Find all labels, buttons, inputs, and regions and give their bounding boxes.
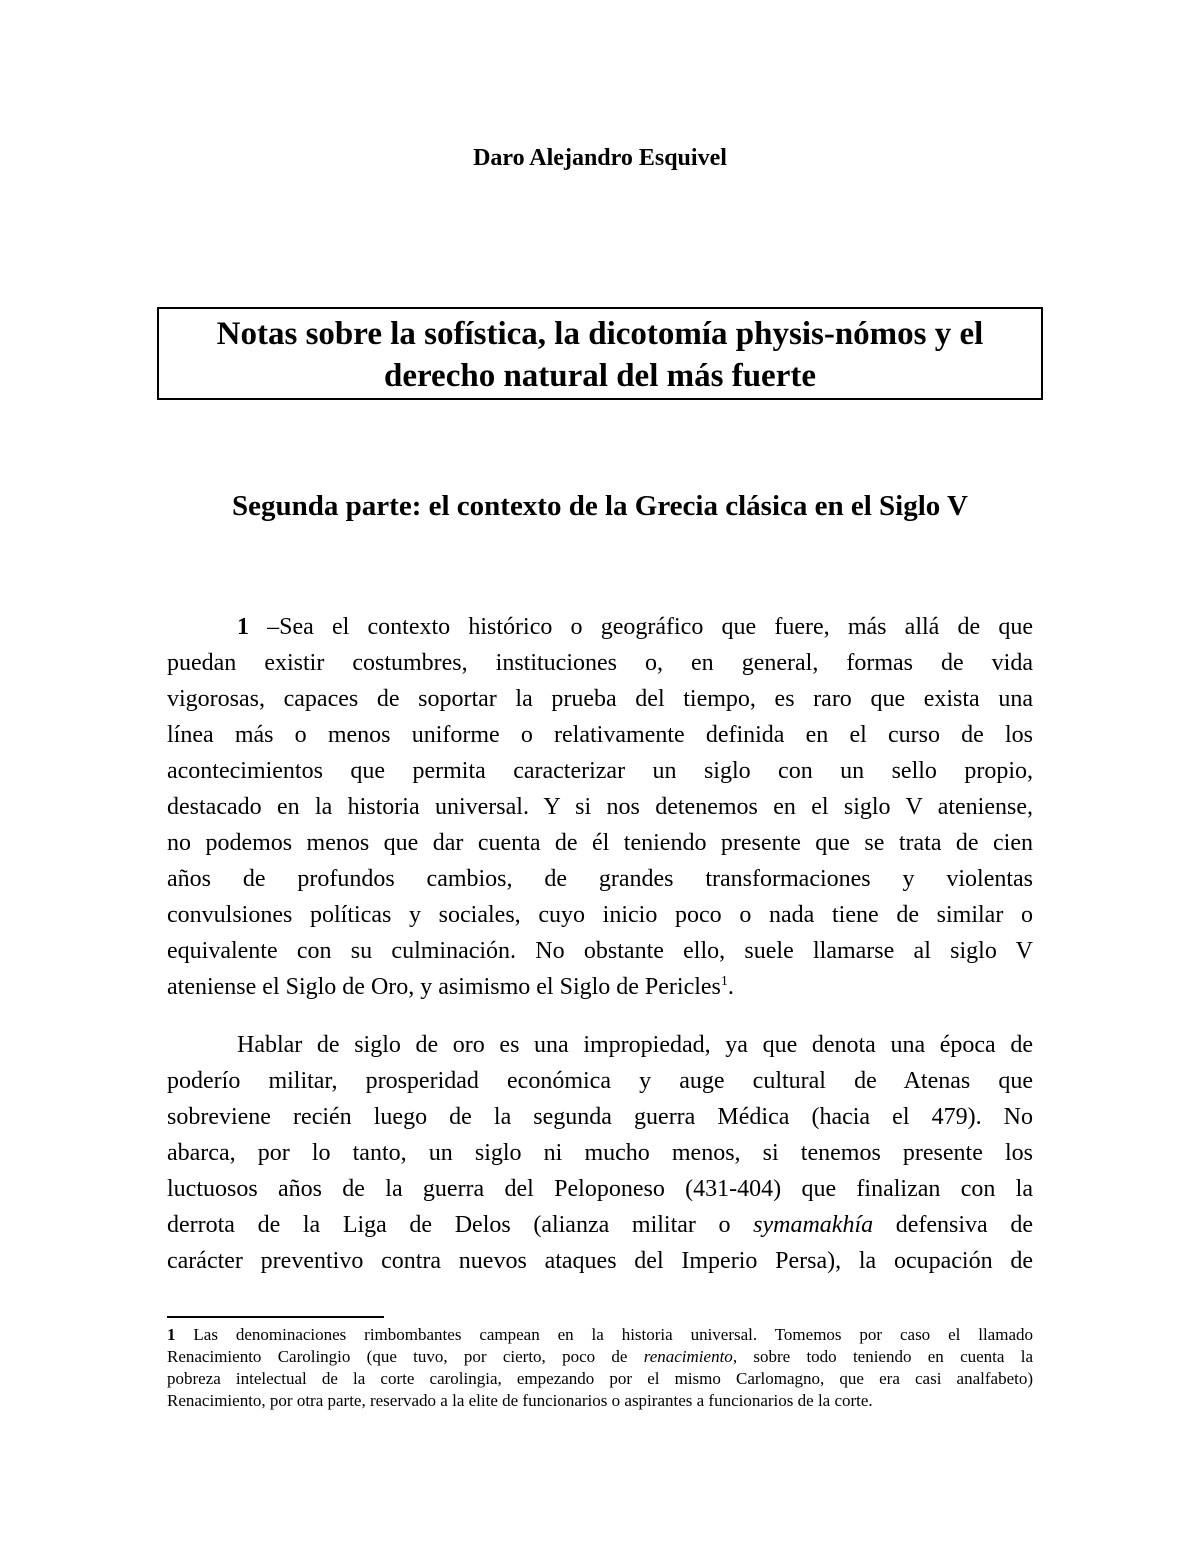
- paragraph-line: abarca, por lo tanto, un siglo ni mucho menos, si tenemos presente los: [167, 1140, 1033, 1166]
- footnote-line: [167, 1346, 1033, 1368]
- paragraph-line: Hablar de siglo de oro es una impropiedad, ya que denota una época de: [237, 1032, 1033, 1058]
- footnote-text: Las denominaciones rimbombantes campean en la historia universal. Tomemos por caso el llamado: [175, 1325, 1033, 1344]
- footnote-reference[interactable]: 1: [720, 974, 728, 989]
- paragraph-text: ateniense el Siglo de Oro, y asimismo el Siglo de Pericles: [167, 974, 721, 1000]
- footnote: [167, 1324, 1033, 1412]
- paragraph-text: derrota de la Liga de Delos (alianza militar o: [167, 1212, 754, 1238]
- title-box: [157, 307, 1043, 400]
- paragraph-line: convulsiones políticas y sociales, cuyo inicio poco o nada tiene de similar o: [167, 902, 1033, 928]
- paragraph-line: línea más o menos uniforme o relativamente definida en el curso de los: [167, 722, 1033, 748]
- paragraph-line: [167, 1207, 1033, 1243]
- paragraph-line: vigorosas, capaces de soportar la prueba del tiempo, es raro que exista una: [167, 686, 1033, 712]
- footnote-separator: [167, 1316, 384, 1318]
- paragraph-line: luctuosos años de la guerra del Peloponeso (431-404) que finalizan con la: [167, 1176, 1033, 1202]
- paragraph-line: sobreviene recién luego de la segunda guerra Médica (hacia el 479). No: [167, 1104, 1033, 1130]
- paragraph-text: defensiva de: [873, 1212, 1033, 1238]
- author-name: Daro Alejandro Esquivel: [473, 145, 727, 171]
- footnote-line: Renacimiento, por otra parte, reservado a la elite de funcionarios o aspirantes a funcionarios de la corte.: [167, 1391, 873, 1410]
- paragraph-2: [167, 1027, 1033, 1279]
- footnote-line: pobreza intelectual de la corte carolingia, empezando por el mismo Carlomagno, que era casi analfabeto): [167, 1369, 1033, 1388]
- paragraph-line: equivalente con su culminación. No obstante ello, suele llamarse al siglo V: [167, 938, 1033, 964]
- footnote-line: [167, 1324, 1033, 1346]
- paragraph-line: [167, 969, 1033, 1005]
- footnote-number: 1: [167, 1325, 176, 1344]
- paragraph-line: [167, 609, 1033, 645]
- paragraph-line: no podemos menos que dar cuenta de él teniendo presente que se trata de cien: [167, 830, 1033, 856]
- paragraph-line: acontecimientos que permita caracterizar un siglo con un sello propio,: [167, 758, 1033, 784]
- italic-term: symamakhía: [753, 1212, 874, 1238]
- paragraph-1: [167, 609, 1033, 1005]
- section-subtitle: Segunda parte: el contexto de la Grecia clásica en el Siglo V: [232, 490, 968, 522]
- footnote-text: , sobre todo teniendo en cuenta la: [732, 1347, 1033, 1366]
- title-line-2: derecho natural del más fuerte: [384, 358, 816, 394]
- paragraph-line: poderío militar, prosperidad económica y auge cultural de Atenas que: [167, 1068, 1033, 1094]
- paragraph-line: carácter preventivo contra nuevos ataques del Imperio Persa), la ocupación de: [167, 1248, 1033, 1274]
- paragraph-line: puedan existir costumbres, instituciones o, en general, formas de vida: [167, 650, 1033, 676]
- paragraph-line: años de profundos cambios, de grandes transformaciones y violentas: [167, 866, 1033, 892]
- italic-term: renacimiento: [643, 1347, 733, 1366]
- footnote-text: Renacimiento Carolingio (que tuvo, por cierto, poco de: [167, 1347, 644, 1366]
- paragraph-number: 1: [237, 614, 249, 640]
- title-line-1: Notas sobre la sofística, la dicotomía physis-nómos y el: [216, 316, 984, 352]
- paragraph-text: –Sea el contexto histórico o geográfico que fuere, más allá de que: [249, 614, 1033, 640]
- paragraph-line: destacado en la historia universal. Y si nos detenemos en el siglo V ateniense,: [167, 794, 1033, 820]
- paragraph-text: .: [727, 974, 734, 1000]
